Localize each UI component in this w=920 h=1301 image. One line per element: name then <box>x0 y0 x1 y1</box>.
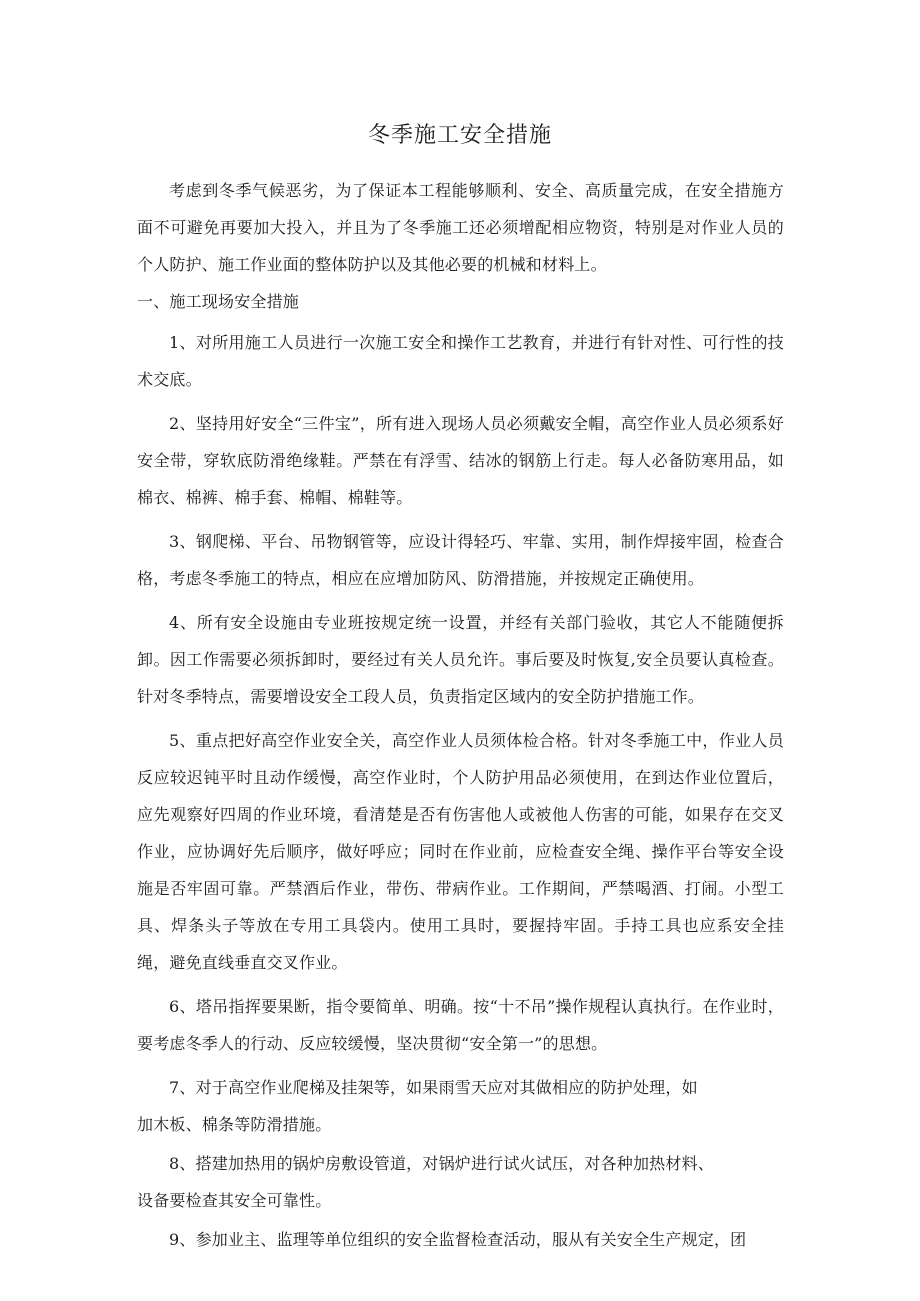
list-item-7 <box>137 1069 784 1143</box>
item-7-line-2: 加木板、棉条等防滑措施。 <box>137 1115 332 1134</box>
item-8-line-1: 8、搭建加热用的锅炉房敷设管道，对锅炉进行试火试压，对各种加热材料、 <box>169 1154 714 1173</box>
list-item-9: 9、参加业主、监理等单位组织的安全监督检查活动，服从有关安全生产规定，团 <box>169 1230 747 1249</box>
list-item: 5、重点把好高空作业安全关，高空作业人员须体检合格。针对冬季施工中，作业人员反应较迟钝平时且动作缓慢，高空作业时，个人防护用品必须使用，在到达作业位置后，应先观察好四周的作业环境，看清楚是否有伤害他人或被他人伤害的可能，如果存在交叉作业，应协调好先后顺序，做好呼应；同时在作业前，应检查安全绳、操作平台等安全设施是否牢固可靠。严禁酒后作业，带伤、带病作业。工作期间，严禁喝酒、打闹。小型工具、焊条头子等放在专用工具袋内。使用工具时，要握持牢固。手持工具也应系安全挂绳，避免直线垂直交叉作业。 <box>137 731 784 972</box>
list-item: 3、钢爬梯、平台、吊物钢管等，应设计得轻巧、牢靠、实用，制作焊接牢固，检查合格，考虑冬季施工的特点，相应在应增加防风、防滑措施，并按规定正确使用。 <box>137 532 784 588</box>
list-item: 2、坚持用好安全“三件宝”，所有进入现场人员必须戴安全帽，高空作业人员必须系好安全带，穿软底防滑绝缘鞋。严禁在有浮雪、结冰的钢筋上行走。每人必备防寒用品，如棉衣、棉裤、棉手套、棉帽、棉鞋等。 <box>137 414 784 507</box>
section-heading: 一、施工现场安全措施 <box>137 292 300 311</box>
list-item: 4、所有安全设施由专业班按规定统一设置，并经有关部门验收，其它人不能随便拆卸。因工作需要必须拆卸时，要经过有关人员允许。事后要及时恢复,安全员要认真检查。针对冬季特点，需要增设安全工段人员，负责指定区域内的安全防护措施工作。 <box>137 613 784 706</box>
intro-paragraph: 考虑到冬季气候恶劣，为了保证本工程能够顺利、安全、高质量完成，在安全措施方面不可避免再要加大投入，并且为了冬季施工还必须增配相应物资，特别是对作业人员的个人防护、施工作业面的整体防护以及其他必要的机械和材料上。 <box>137 181 784 274</box>
item-7-line-1: 7、对于高空作业爬梯及挂架等，如果雨雪天应对其做相应的防护处理，如 <box>169 1078 698 1097</box>
document-title: 冬季施工安全措施 <box>367 123 552 148</box>
list-item: 1、对所用施工人员进行一次施工安全和操作工艺教育，并进行有针对性、可行性的技术交底。 <box>137 333 784 389</box>
document-body <box>137 172 784 1258</box>
list-item: 6、塔吊指挥要果断，指令要简单、明确。按“十不吊”操作规程认真执行。在作业时，要考虑冬季人的行动、反应较缓慢，坚决贯彻“安全第一”的思想。 <box>137 997 784 1053</box>
item-8-line-2: 设备要检查其安全可靠性。 <box>137 1191 332 1210</box>
list-item-8 <box>137 1145 784 1219</box>
